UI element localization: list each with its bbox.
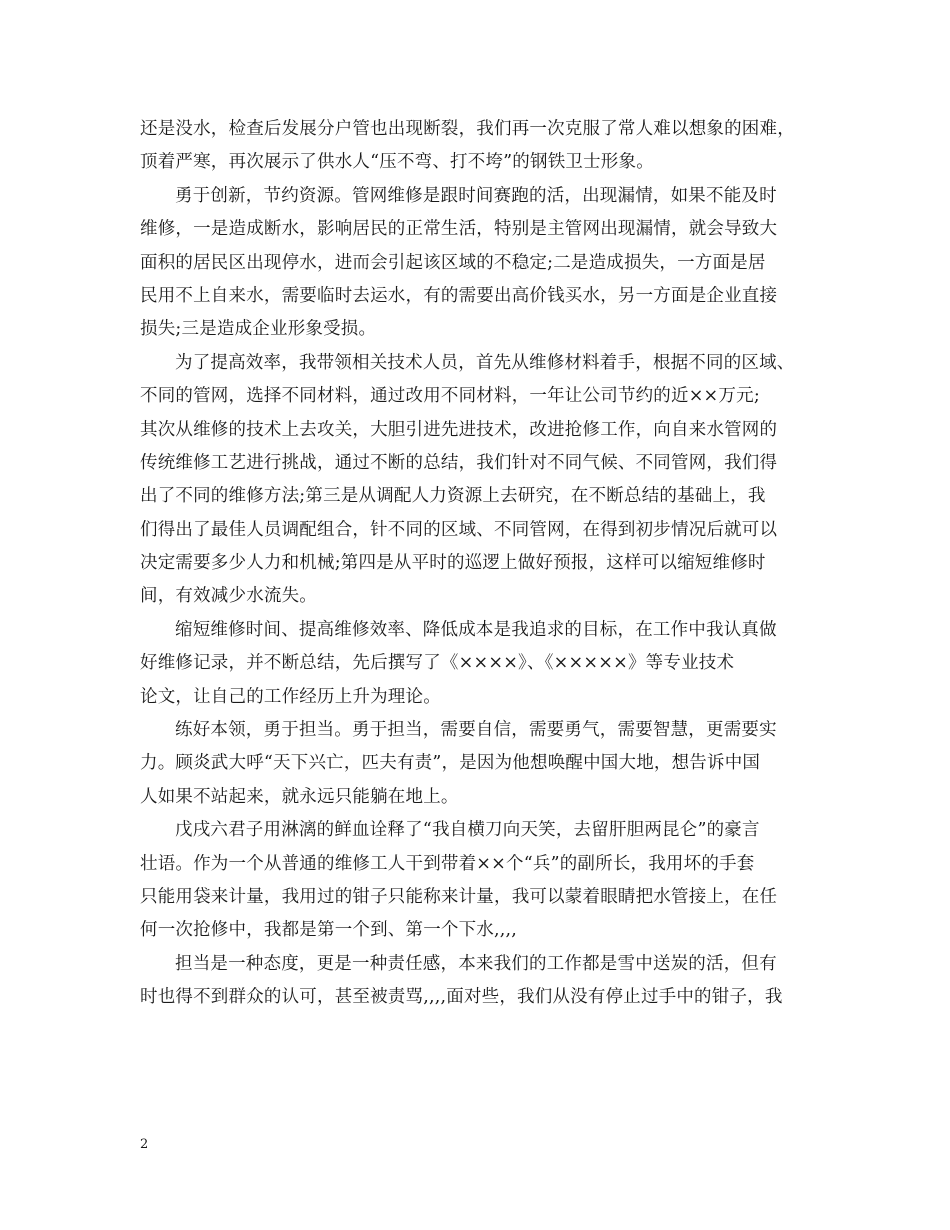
text-line: 顶着严寒，再次展示了供水人“压不弯、打不垮”的钢铁卫士形象。 <box>140 152 654 173</box>
paragraph-start-line: 为了提高效率，我带领相关技术人员，首先从维修材料着手，根据不同的区域、 <box>175 352 795 373</box>
text-line: 只能用袋来计量，我用过的钳子只能称来计量，我可以蒙着眼睛把水管接上，在任 <box>140 886 778 907</box>
text-line: 面积的居民区出现停水，进而会引起该区域的不稳定;二是造成损失，一方面是居 <box>140 252 766 273</box>
text-line: 何一次抢修中，我都是第一个到、第一个下水,,,, <box>140 920 518 941</box>
text-line: 民用不上自来水，需要临时去运水，有的需要出高价钱买水，另一方面是企业直接 <box>140 285 778 306</box>
paragraph-start-line: 担当是一种态度，更是一种责任感，本来我们的工作都是雪中送炭的活，但有 <box>175 953 777 974</box>
text-line: 力。顾炎武大呼“天下兴亡，匹夫有责”，是因为他想唤醒中国大地，想告诉中国 <box>140 753 761 774</box>
text-line: 好维修记录，并不断总结，先后撰写了《××××》、《×××××》等专业技术 <box>140 653 735 674</box>
text-line: 论文，让自己的工作经历上升为理论。 <box>140 686 441 707</box>
paragraph-start-line: 勇于创新，节约资源。管网维修是跟时间赛跑的活，出现漏情，如果不能及时 <box>175 185 777 206</box>
text-line: 传统维修工艺进行挑战，通过不断的总结，我们针对不同气候、不同管网，我们得 <box>140 452 778 473</box>
text-line: 还是没水，检查后发展分户管也出现断裂，我们再一次克服了常人难以想象的困难， <box>140 119 795 139</box>
text-line: 出了不同的维修方法;第三是从调配人力资源上去研究，在不断总结的基础上，我 <box>140 486 766 507</box>
page-number: 2 <box>140 1137 149 1152</box>
text-line: 人如果不站起来，就永远只能躺在地上。 <box>140 786 459 807</box>
text-line: 决定需要多少人力和机械;第四是从平时的巡逻上做好预报，这样可以缩短维修时 <box>140 553 766 574</box>
text-line: 损失;三是造成企业形象受损。 <box>140 319 377 340</box>
text-line: 其次从维修的技术上去攻关，大胆引进先进技术，改进抢修工作，向自来水管网的 <box>140 419 778 440</box>
paragraph-start-line: 练好本领，勇于担当。勇于担当，需要自信，需要勇气，需要智慧，更需要实 <box>175 720 777 741</box>
paragraph-start-line: 缩短维修时间、提高维修效率、降低成本是我追求的目标，在工作中我认真做 <box>175 619 777 640</box>
paragraph-start-line: 戊戌六君子用淋漓的鲜血诠释了“我自横刀向天笑，去留肝胆两昆仑”的豪言 <box>175 820 760 841</box>
document-body <box>140 113 820 1015</box>
text-line: 不同的管网，选择不同材料，通过改用不同材料，一年让公司节约的近××万元; <box>140 386 760 407</box>
text-line: 壮语。作为一个从普通的维修工人干到带着××个“兵”的副所长，我用坏的手套 <box>140 853 755 874</box>
text-line: 维修，一是造成断水，影响居民的正常生活，特别是主管网出现漏情，就会导致大 <box>140 219 778 240</box>
text-line: 们得出了最佳人员调配组合，针不同的区域、不同管网，在得到初步情况后就可以 <box>140 519 778 540</box>
text-line: 时也得不到群众的认可，甚至被责骂,,,,面对些，我们从没有停止过手中的钳子，我 <box>140 987 783 1008</box>
text-line: 间，有效减少水流失。 <box>140 586 317 607</box>
